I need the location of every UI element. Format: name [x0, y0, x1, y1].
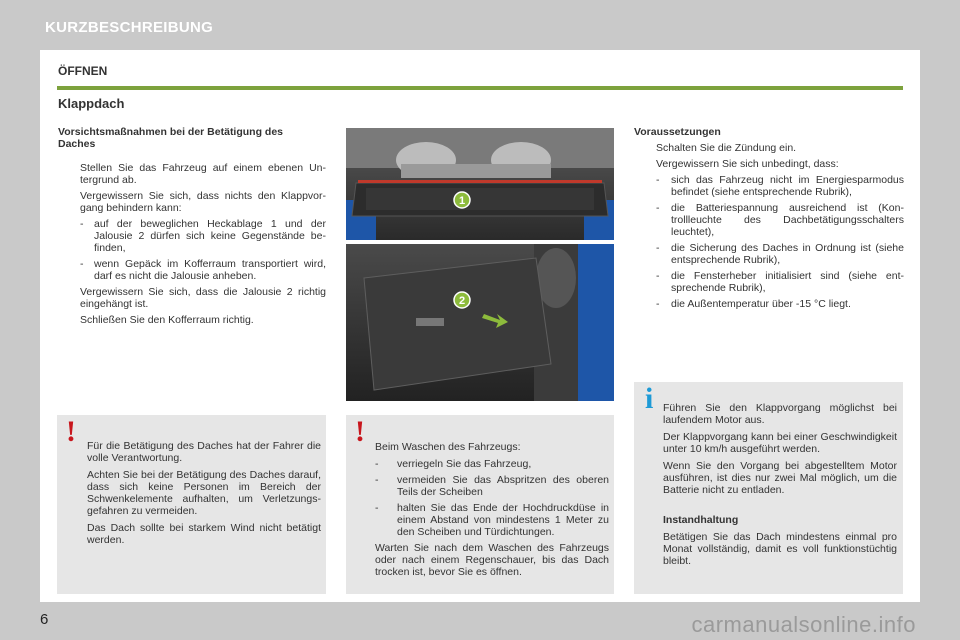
- list-item: Schalten Sie die Zündung ein.: [656, 142, 797, 154]
- page-number: 6: [40, 611, 49, 628]
- right-frame: [920, 50, 960, 602]
- info-icon: i: [645, 382, 654, 415]
- list-item: Vergewissern Sie sich, dass die Jalousie 2 richtig eingehängt ist.: [80, 286, 326, 310]
- left-column: [58, 126, 326, 330]
- warning-box-washing: [346, 415, 614, 594]
- trunk-illustration: [346, 128, 614, 401]
- sub-list-item: - auf der beweglichen Heckablage 1 und der Jalousie 2 dürfen sich keine Gegenstände befinden,: [80, 218, 326, 254]
- header-title: KURZBESCHREIBUNG: [45, 19, 214, 36]
- page-subtitle: Klappdach: [58, 96, 125, 111]
- list-item: Stellen Sie das Fahrzeug auf einem ebenen Untergrund ab.: [80, 162, 326, 186]
- warning-box: [57, 415, 326, 594]
- info-subheading: Instandhaltung: [663, 514, 739, 526]
- section-divider: [57, 86, 903, 90]
- trunk-photo: [346, 128, 614, 401]
- left-heading: Vorsichtsmaßnahmen bei der Betätigung des Daches: [58, 126, 284, 150]
- sub-list-item: - wenn Gepäck im Kofferraum transportiert wird, darf es nicht die Jalousie anheben.: [80, 258, 326, 282]
- right-column: [634, 126, 904, 314]
- header-bar: [0, 0, 960, 50]
- info-box: [634, 382, 903, 594]
- warning-icon: !: [355, 415, 365, 448]
- sub-list-item: - vermeiden Sie das Abspritzen des oberen Teils der Scheiben: [375, 474, 609, 498]
- section-title: ÖFFNEN: [58, 64, 108, 78]
- list-item: Vergewissern Sie sich unbedingt, dass:: [656, 158, 839, 170]
- sub-list-item: - die Fensterheber initialisiert sind (siehe entsprechende Rubrik),: [656, 270, 904, 294]
- callout-2: 2: [458, 295, 466, 307]
- left-frame: [0, 50, 40, 602]
- sub-list-item: - halten Sie das Ende der Hochdruckdüse in einem Abstand von mindestens 1 Meter zu den Scheiben und Türdichtungen.: [375, 502, 609, 538]
- sub-list-item: - die Batteriespannung ausreichend ist (Kontrollleuchte des Dachbetätigungsschalters leuchtet),: [656, 202, 904, 238]
- warning-icon: !: [66, 415, 76, 448]
- warning-text: Für die Betätigung des Daches hat der Fahrer die volle Verantwortung. Achten Sie bei der Betätigung des Daches darauf, dass sich keine Personen im Bereich der Schwenkelemente aufhalten, um Verletzungsgefahren zu vermeiden. Das Dach sollte bei starkem Wind nicht betätigt werden.: [87, 440, 321, 546]
- watermark: carmanualsonline.info: [691, 612, 916, 637]
- callout-1: 1: [458, 195, 466, 207]
- sub-list-item: - die Sicherung des Daches in Ordnung ist (siehe entsprechende Rubrik),: [656, 242, 904, 266]
- warning-text: Beim Waschen des Fahrzeugs: - verriegeln Sie das Fahrzeug, - vermeiden Sie das Abspritzen des oberen Teils der Scheiben - halten Sie das Ende der Hochdruckdüse in einem Abstand von mindestens 1 Meter zu den Scheiben und Türdichtungen. Warten Sie nach dem Waschen des Fahrzeugs oder nach einem Regenschauer, bis das Dach trocken ist, bevor Sie es öffnen.: [375, 441, 609, 578]
- list-item: Vergewissern Sie sich, dass nichts den Klappvorgang behindern kann:: [80, 190, 326, 214]
- sub-list-item: - verriegeln Sie das Fahrzeug,: [375, 458, 532, 470]
- sub-list-item: - die Außentemperatur über -15 °C liegt.: [656, 298, 851, 310]
- list-item: Schließen Sie den Kofferraum richtig.: [80, 314, 254, 326]
- right-heading: Voraussetzungen: [634, 126, 721, 138]
- info-text: Führen Sie den Klappvorgang möglichst bei laufendem Motor aus. Der Klappvorgang kann bei einer Geschwindigkeit unter 10 km/h ausgeführt werden. Wenn Sie den Vorgang bei abgestelltem Motor ausführen, ist dies nur zwei Mal möglich, um die Batterie nicht zu entladen. Instandhaltung Betätigen Sie das Dach mindestens einmal pro Monat vollständig, damit es voll funktionstüchtig bleibt.: [663, 402, 897, 567]
- sub-list-item: - sich das Fahrzeug nicht im Energiesparmodus befindet (siehe entsprechende Rubrik),: [656, 174, 904, 198]
